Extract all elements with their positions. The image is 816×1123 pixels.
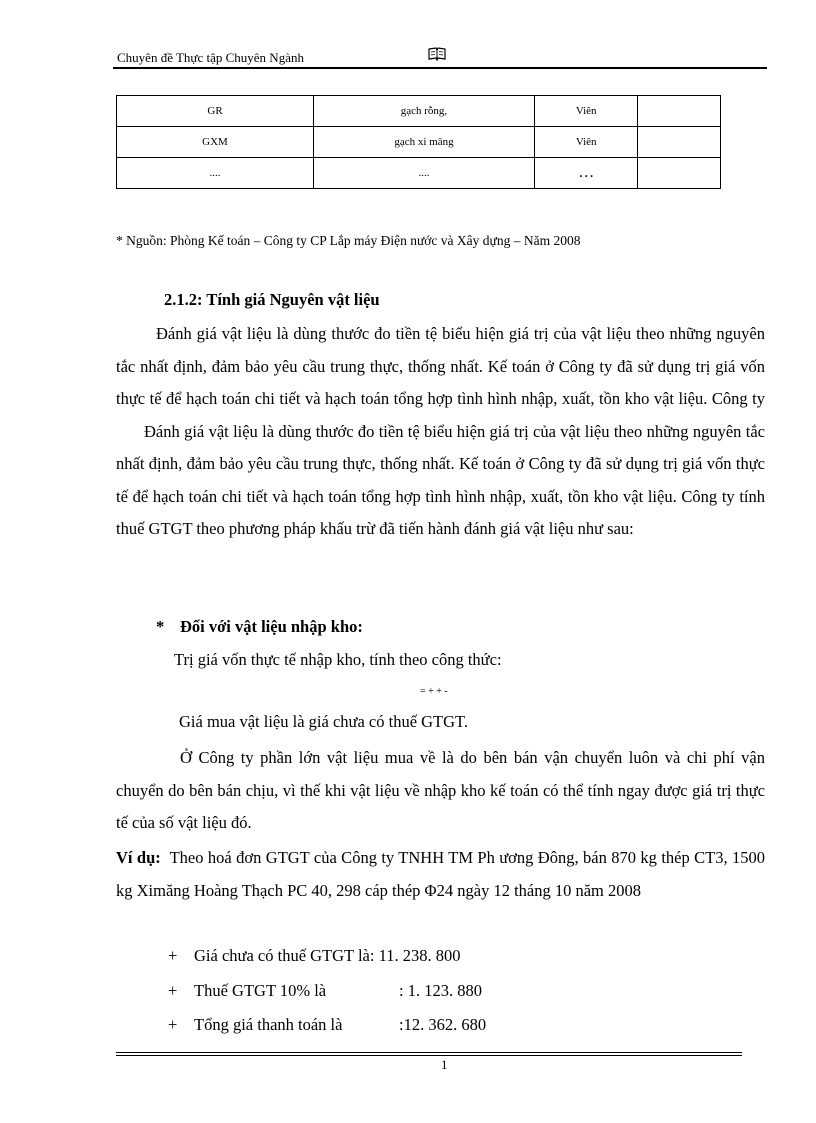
table-cell-unit: Viên bbox=[534, 127, 638, 158]
item-label: Tổng giá thanh toán là bbox=[194, 1015, 343, 1034]
section-title: 2.1.2: Tính giá Nguyên vật liệu bbox=[164, 290, 380, 309]
table-row bbox=[117, 96, 721, 127]
item-value: :12. 362. 680 bbox=[399, 1015, 487, 1034]
example-paragraph bbox=[116, 842, 765, 907]
list-item bbox=[168, 981, 482, 1001]
purchase-price-note: Giá mua vật liệu là giá chưa có thuế GTGT. bbox=[179, 712, 469, 731]
example-text: Theo hoá đơn GTGT của Công ty TNHH TM Ph ương Đông, bán 870 kg thép CT3, 1500 kg Ximăng Hoàng Thạch PC 40, 298 cáp thép Φ24 ngày 12 tháng 10 năm 2008 bbox=[116, 848, 766, 900]
formula: = + + - bbox=[420, 686, 448, 697]
header-title: Chuyên đề Thực tập Chuyên Ngành bbox=[117, 50, 304, 65]
example-label: Ví dụ: bbox=[116, 848, 161, 867]
table-cell-note bbox=[638, 127, 721, 158]
table-cell-unit: Viên bbox=[534, 96, 638, 127]
table-cell-name: .... bbox=[314, 158, 535, 189]
formula-intro: Trị giá vốn thực tế nhập kho, tính theo công thức: bbox=[174, 650, 502, 669]
material-code-table bbox=[116, 95, 721, 189]
table-cell-unit: … bbox=[534, 158, 638, 189]
table-cell-note bbox=[638, 96, 721, 127]
paragraph-part-1: Đánh giá vật liệu là dùng thước đo tiền tệ biểu hiện giá trị của vật liệu theo những nguyên tắc nhất định, đảm bảo yêu cầu trung thực, thống nhất. Kế toán ở Công ty đã sử dụng trị giá vốn thực tế để hạch toán chi tiết và hạch toán tổng hợp tình hình nhập, xuất, tồn kho vật liệu. Công ty bbox=[116, 324, 765, 408]
table-row bbox=[117, 158, 721, 189]
book-icon bbox=[428, 46, 446, 62]
plus-sign: + bbox=[168, 981, 178, 1000]
footer-divider-second bbox=[116, 1055, 742, 1056]
table-cell-code: .... bbox=[117, 158, 314, 189]
table-cell-name: gạch rỗng, bbox=[314, 96, 535, 127]
import-heading-text: Đối với vật liệu nhập kho: bbox=[180, 617, 363, 636]
item-label: Thuế GTGT 10% là bbox=[194, 981, 327, 1000]
transport-paragraph bbox=[116, 742, 765, 840]
item-label: Giá chưa có thuế GTGT là: bbox=[194, 946, 375, 965]
item-value: : 1. 123. 880 bbox=[399, 981, 482, 1000]
list-item bbox=[168, 946, 460, 966]
source-note: * Nguồn: Phòng Kế toán – Công ty CP Lắp máy Điện nước và Xây dựng – Năm 2008 bbox=[116, 233, 581, 248]
table-cell-code: GR bbox=[117, 96, 314, 127]
page-number: 1 bbox=[441, 1057, 448, 1072]
plus-sign: + bbox=[168, 1015, 178, 1034]
import-heading bbox=[156, 617, 363, 637]
transport-paragraph-text: Ở Công ty phần lớn vật liệu mua về là do bên bán vận chuyển luôn và chi phí vận chuyển do bên bán chịu, vì thế khi vật liệu về nhập kho kế toán có thể tính ngay được giá trị thực tế của số vật liệu đó. bbox=[116, 748, 765, 832]
table-row bbox=[117, 127, 721, 158]
header-divider bbox=[113, 67, 767, 69]
paragraph-part-2: Đánh giá vật liệu là dùng thước đo tiền tệ biểu hiện giá trị của vật liệu theo những nguyên tắc nhất định, đảm bảo yêu cầu trung thực, thống nhất. Kế toán ở Công ty đã sử dụng trị giá vốn thực tế để hạch toán chi tiết và hạch toán tổng hợp tình hình nhập, xuất, tồn kho vật liệu. Công ty tính thuế GTGT theo phương pháp khấu trừ đã tiến hành đánh giá vật liệu như sau: bbox=[116, 421, 765, 538]
valuation-paragraph bbox=[116, 318, 765, 546]
table-cell-code: GXM bbox=[117, 127, 314, 158]
table-cell-note bbox=[638, 158, 721, 189]
list-item bbox=[168, 1015, 486, 1035]
plus-sign: + bbox=[168, 946, 178, 965]
table-cell-name: gạch xi măng bbox=[314, 127, 535, 158]
bullet-star: * bbox=[156, 617, 165, 636]
item-value: 11. 238. 800 bbox=[378, 946, 461, 965]
footer-divider bbox=[116, 1052, 742, 1053]
